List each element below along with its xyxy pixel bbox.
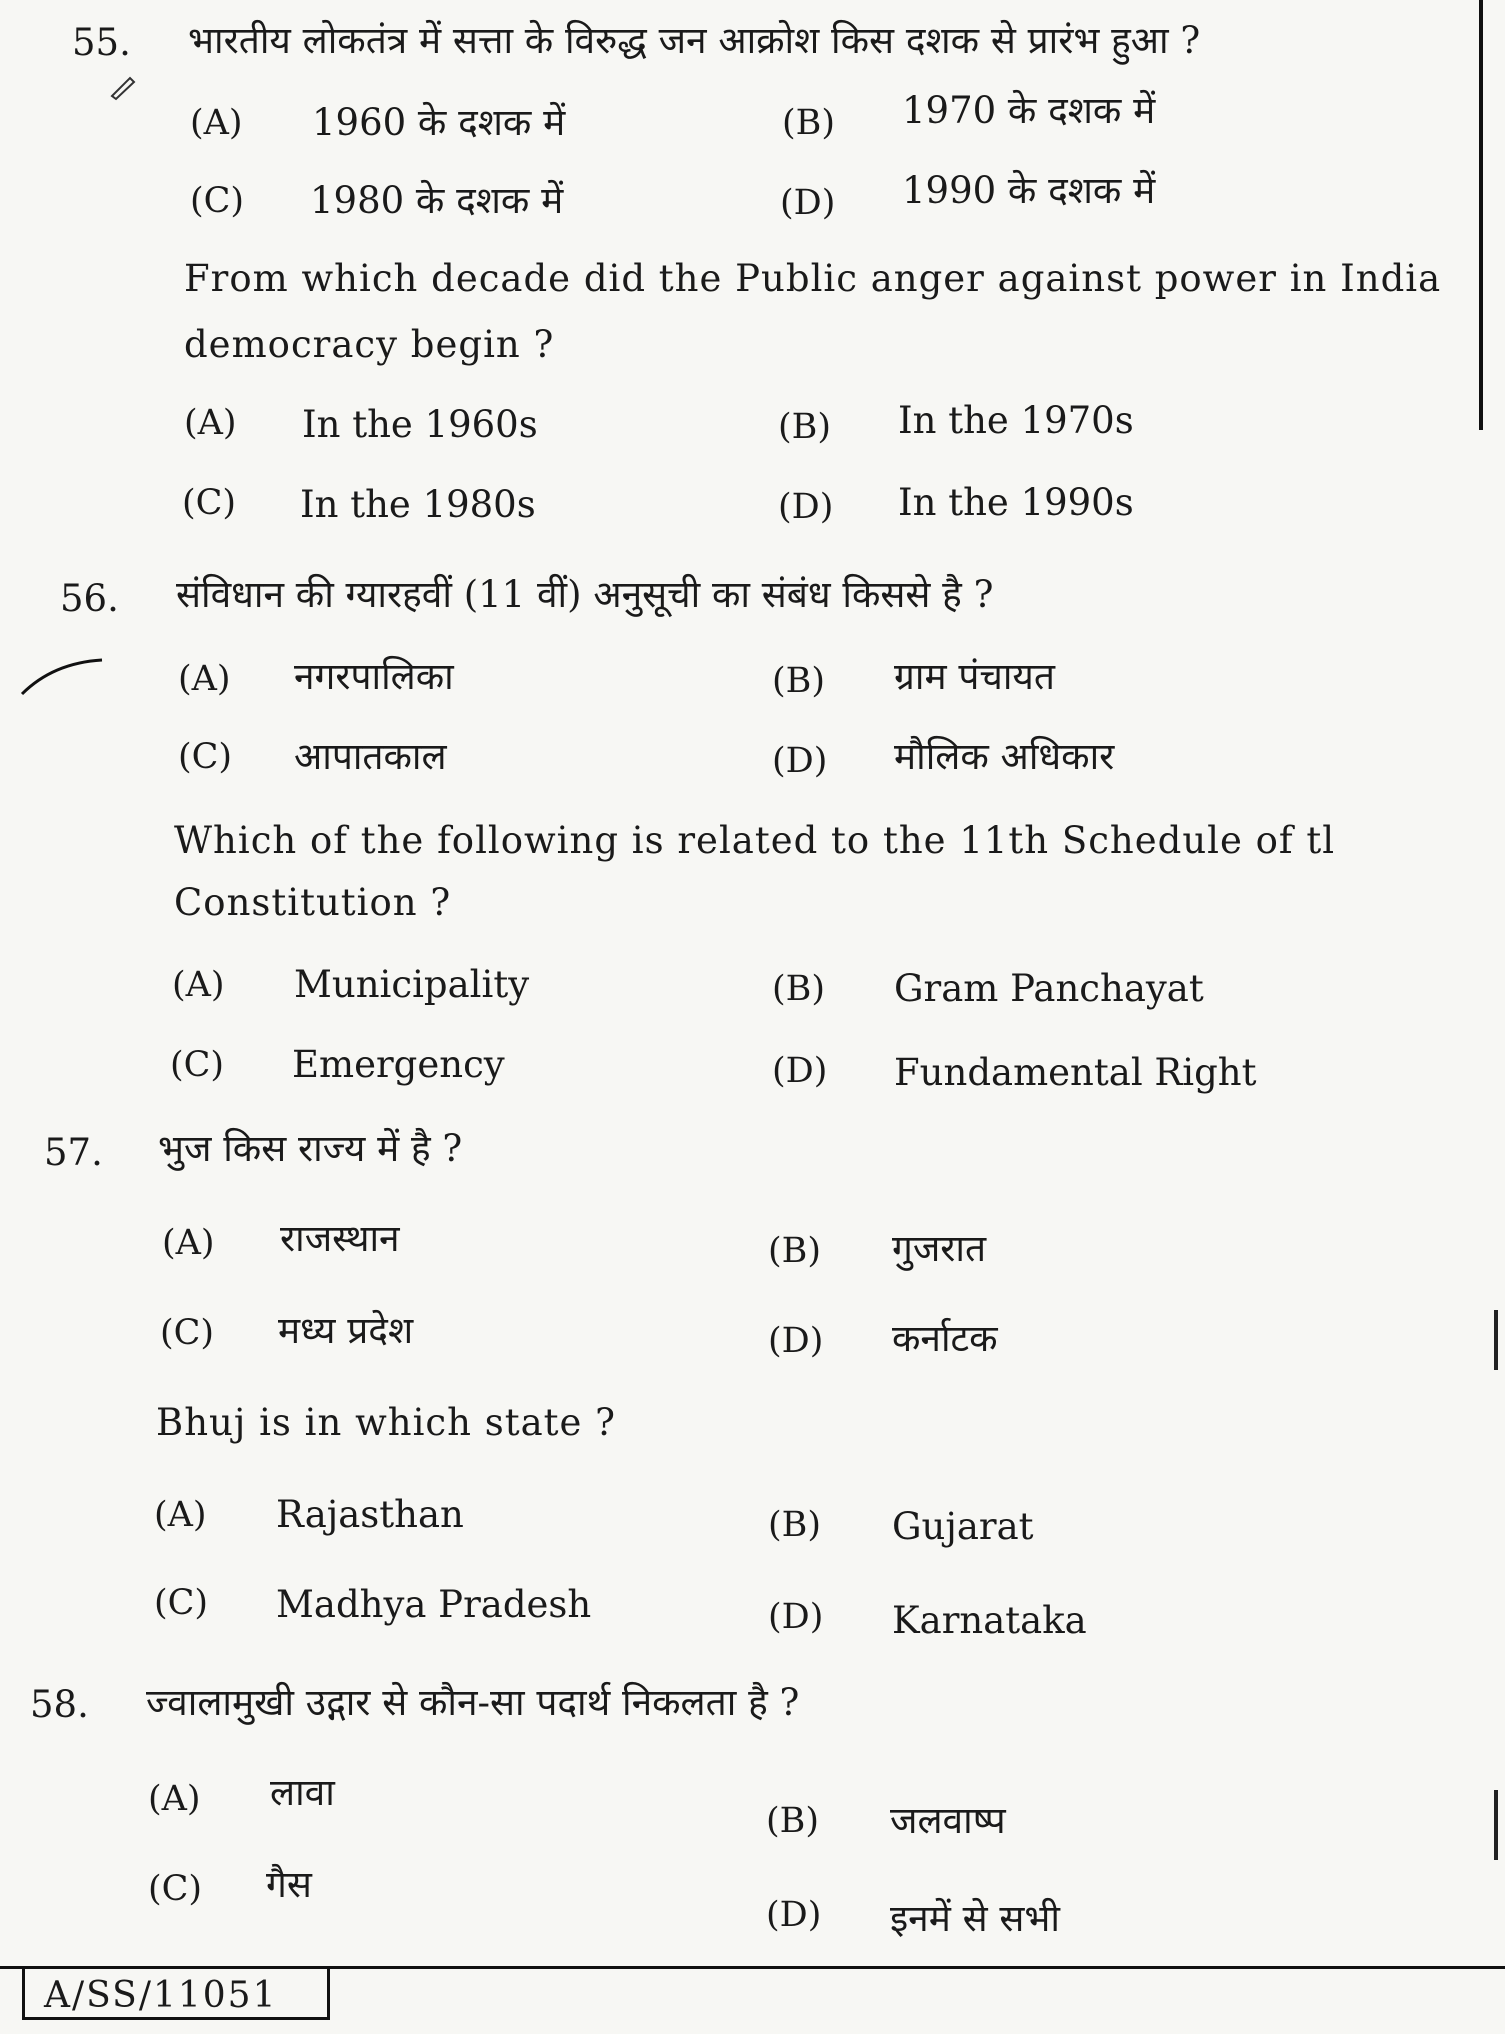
option-label: (C) (190, 181, 245, 221)
question-text-english: Which of the following is related to the 11th Schedule of tl (174, 819, 1336, 862)
option-text-english: Madhya Pradesh (276, 1583, 592, 1626)
option-text-hindi: ग्राम पंचायत (894, 655, 1055, 698)
option-label: (D) (780, 183, 836, 223)
option-text-hindi: आपातकाल (294, 735, 447, 778)
option-label: (A) (190, 103, 243, 143)
question-number: 55. (72, 21, 131, 64)
option-label: (C) (182, 483, 237, 523)
option-text-english: In the 1990s (898, 481, 1134, 524)
option-text-hindi: 1980 के दशक में (310, 179, 564, 222)
question-text-hindi: भारतीय लोकतंत्र में सत्ता के विरुद्ध जन आक्रोश किस दशक से प्रारंभ हुआ ? (188, 19, 1201, 62)
question-number: 58. (30, 1683, 89, 1726)
option-text-english: Emergency (292, 1043, 505, 1086)
question-text-english: From which decade did the Public anger against power in India (184, 257, 1442, 300)
option-label: (C) (178, 737, 233, 777)
option-text-english: Fundamental Right (894, 1051, 1257, 1094)
right-margin-tick (1494, 1790, 1498, 1860)
option-label: (A) (184, 403, 237, 443)
option-text-hindi: 1990 के दशक में (902, 169, 1156, 212)
option-text-hindi: गुजरात (892, 1227, 987, 1270)
question-text-hindi: संविधान की ग्यारहवीं (11 वीं) अनुसूची का संबंध किससे है ? (176, 573, 994, 616)
right-margin-rule (1479, 0, 1483, 430)
option-text-hindi: इनमें से सभी (890, 1897, 1060, 1940)
option-text-hindi: कर्नाटक (892, 1317, 998, 1360)
option-label: (B) (768, 1505, 822, 1545)
option-label: (B) (768, 1231, 822, 1271)
option-label: (C) (154, 1583, 209, 1623)
option-label: (D) (772, 741, 828, 781)
option-label: (A) (154, 1495, 207, 1535)
option-text-english: Rajasthan (276, 1493, 464, 1536)
question-text-hindi: भुज किस राज्य में है ? (158, 1127, 463, 1170)
option-label: (A) (148, 1779, 201, 1819)
option-text-hindi: गैस (266, 1863, 312, 1906)
option-text-hindi: जलवाष्प (890, 1799, 1006, 1842)
paper-code: A/SS/11051 (44, 1975, 278, 2016)
question-number: 56. (60, 577, 119, 620)
option-text-english: Karnataka (892, 1599, 1087, 1642)
question-text-english: democracy begin ? (184, 323, 555, 366)
option-label: (B) (778, 407, 832, 447)
option-label: (B) (766, 1801, 820, 1841)
option-label: (C) (148, 1869, 203, 1909)
option-text-english: In the 1970s (898, 399, 1134, 442)
option-label: (D) (768, 1321, 824, 1361)
option-label: (A) (178, 659, 231, 699)
option-text-english: In the 1980s (300, 483, 536, 526)
right-margin-tick (1494, 1310, 1498, 1370)
option-text-english: Gujarat (892, 1505, 1034, 1548)
pencil-tick-mark (108, 72, 138, 102)
option-text-hindi: 1970 के दशक में (902, 89, 1156, 132)
question-text-english: Constitution ? (174, 881, 452, 924)
option-label: (A) (162, 1223, 215, 1263)
option-label: (C) (160, 1313, 215, 1353)
option-text-hindi: लावा (270, 1771, 335, 1814)
option-text-hindi: राजस्थान (280, 1217, 400, 1260)
option-text-hindi: मध्य प्रदेश (278, 1309, 414, 1352)
option-label: (B) (782, 103, 836, 143)
question-text-english: Bhuj is in which state ? (156, 1401, 617, 1444)
option-label: (D) (772, 1051, 828, 1091)
option-text-hindi: नगरपालिका (294, 655, 454, 698)
pen-stroke-mark (18, 650, 108, 700)
option-text-hindi: मौलिक अधिकार (894, 735, 1115, 778)
option-label: (D) (778, 487, 834, 527)
option-label: (B) (772, 969, 826, 1009)
option-text-english: Municipality (294, 963, 530, 1006)
option-text-hindi: 1960 के दशक में (312, 101, 566, 144)
question-text-hindi: ज्वालामुखी उद्गार से कौन-सा पदार्थ निकलता है ? (146, 1681, 800, 1724)
option-text-english: Gram Panchayat (894, 967, 1204, 1010)
question-number: 57. (44, 1131, 103, 1174)
option-label: (D) (766, 1895, 822, 1935)
option-label: (B) (772, 661, 826, 701)
option-text-english: In the 1960s (302, 403, 538, 446)
option-label: (D) (768, 1597, 824, 1637)
option-label: (A) (172, 965, 225, 1005)
option-label: (C) (170, 1045, 225, 1085)
